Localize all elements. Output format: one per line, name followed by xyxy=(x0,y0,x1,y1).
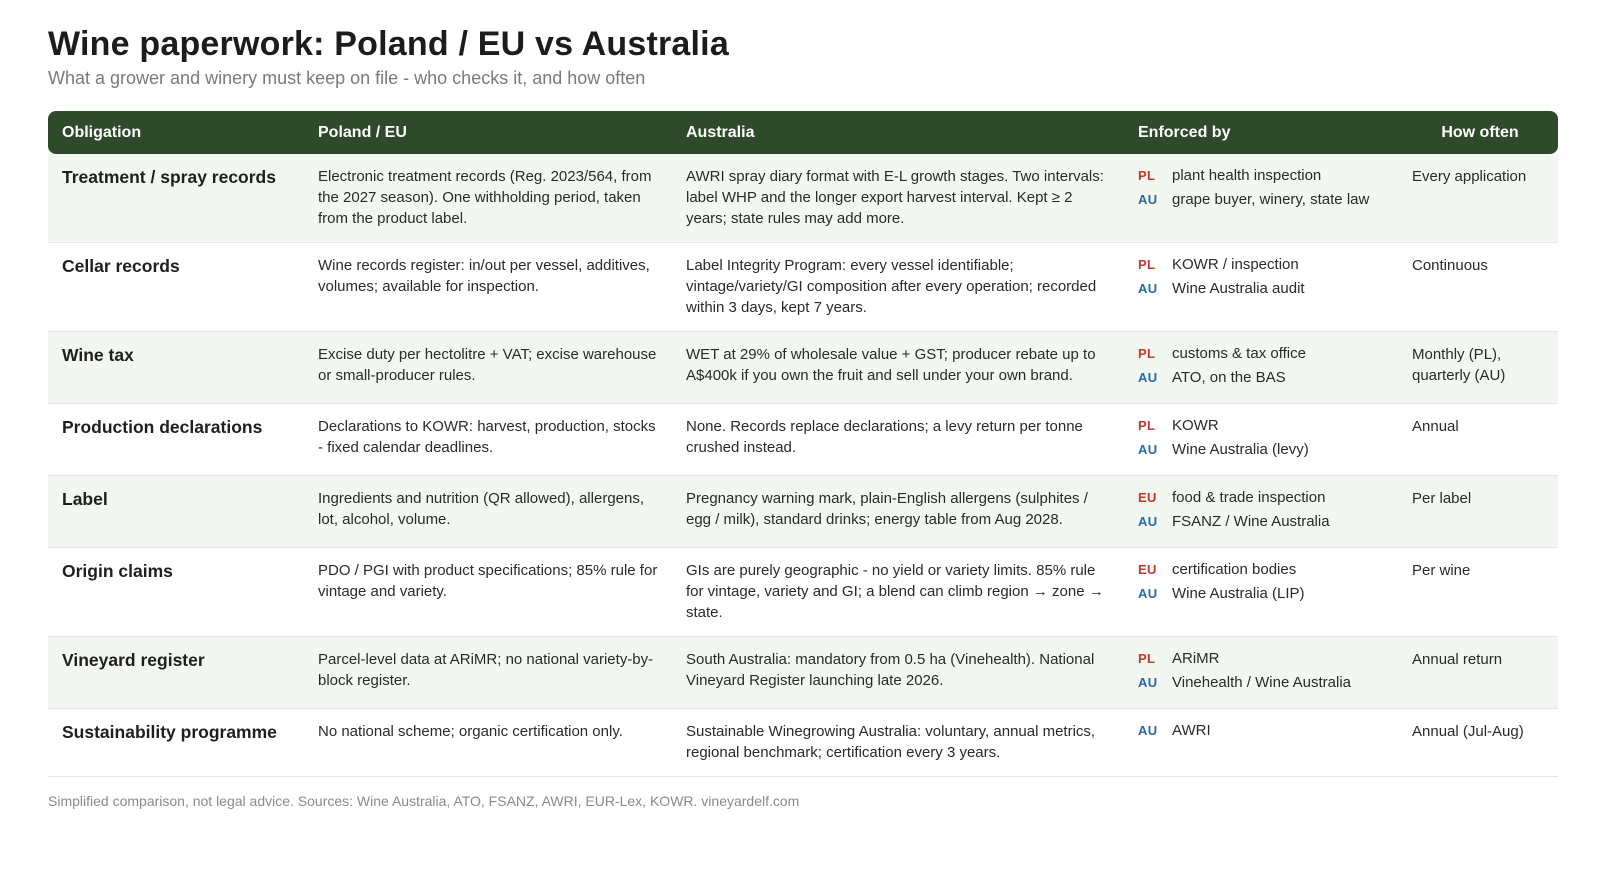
obligation-cell: Production declarations xyxy=(62,417,263,437)
jurisdiction-code: AU xyxy=(1138,675,1158,690)
australia-cell: GIs are purely geographic - no yield or variety limits. 85% rule for vintage, variety and GI; a blend can climb region → zone → state. xyxy=(686,562,1104,621)
poland-eu-cell: Ingredients and nutrition (QR allowed), allergens, lot, alcohol, volume. xyxy=(318,490,645,528)
enforced-by-cell xyxy=(1124,332,1402,404)
obligation-cell: Sustainability programme xyxy=(62,722,277,742)
page-subtitle: What a grower and winery must keep on file - who checks it, and how often xyxy=(48,68,646,88)
jurisdiction-code: EU xyxy=(1138,562,1157,577)
enforcer-line xyxy=(1138,342,1388,366)
footer-note: Simplified comparison, not legal advice. Sources: Wine Australia, ATO, FSANZ, AWRI, EUR-Lex, KOWR. vineyardelf.com xyxy=(48,793,800,809)
enforcer-name: food & trade inspection xyxy=(1172,489,1326,506)
jurisdiction-code: AU xyxy=(1138,192,1158,207)
jurisdiction-code: AU xyxy=(1138,514,1158,529)
poland-eu-cell: Electronic treatment records (Reg. 2023/564, from the 2027 season). One withholding period, taken from the product label. xyxy=(318,168,652,227)
enforcer-name: KOWR / inspection xyxy=(1172,256,1299,273)
jurisdiction-code: PL xyxy=(1138,418,1156,433)
how-often-cell: Annual xyxy=(1412,418,1459,435)
australia-cell: Sustainable Winegrowing Australia: voluntary, annual metrics, regional benchmark; certification every 3 years. xyxy=(686,723,1096,761)
jurisdiction-code: PL xyxy=(1138,651,1156,666)
how-often-cell: Annual (Jul-Aug) xyxy=(1412,723,1524,740)
obligation-cell: Origin claims xyxy=(62,561,173,581)
how-often-cell: Monthly (PL), quarterly (AU) xyxy=(1412,346,1506,384)
enforcer-line xyxy=(1138,647,1388,671)
obligation-cell: Label xyxy=(62,489,108,509)
table-header-row xyxy=(48,111,1558,154)
table-body xyxy=(48,154,1558,777)
jurisdiction-code: AU xyxy=(1138,281,1158,296)
enforcer-line xyxy=(1138,253,1388,277)
enforced-by-cell xyxy=(1124,404,1402,476)
enforcer-line xyxy=(1138,164,1388,188)
poland-eu-cell: Excise duty per hectolitre + VAT; excise warehouse or small-producer rules. xyxy=(318,346,657,384)
jurisdiction-code: AU xyxy=(1138,723,1158,738)
enforcer-name: plant health inspection xyxy=(1172,167,1322,184)
page xyxy=(48,22,1558,809)
table-row xyxy=(48,476,1558,548)
header-poland-eu: Poland / EU xyxy=(304,111,672,154)
enforcer-name: Vinehealth / Wine Australia xyxy=(1172,674,1351,691)
jurisdiction-code: EU xyxy=(1138,490,1157,505)
enforcer-name: Wine Australia (levy) xyxy=(1172,441,1309,458)
obligation-cell: Treatment / spray records xyxy=(62,167,276,187)
header-obligation: Obligation xyxy=(48,111,304,154)
table-row xyxy=(48,332,1558,404)
how-often-cell: Every application xyxy=(1412,168,1527,185)
table-row xyxy=(48,154,1558,243)
header-how-often: How often xyxy=(1402,111,1558,154)
australia-cell: South Australia: mandatory from 0.5 ha (Vinehealth). National Vineyard Register launching late 2026. xyxy=(686,651,1095,689)
enforced-by-cell xyxy=(1124,243,1402,332)
page-title: Wine paperwork: Poland / EU vs Australia xyxy=(48,25,729,63)
how-often-cell: Per label xyxy=(1412,490,1472,507)
enforced-by-cell xyxy=(1124,548,1402,637)
australia-cell: Pregnancy warning mark, plain-English allergens (sulphites / egg / milk), standard drinks; energy table from Aug 2028. xyxy=(686,490,1088,528)
table-row xyxy=(48,637,1558,709)
poland-eu-cell: Declarations to KOWR: harvest, production, stocks - fixed calendar deadlines. xyxy=(318,418,656,456)
poland-eu-cell: PDO / PGI with product specifications; 85% rule for vintage and variety. xyxy=(318,562,658,600)
australia-cell: Label Integrity Program: every vessel identifiable; vintage/variety/GI composition after every operation; recorded within 3 days, kept 7 years. xyxy=(686,257,1097,316)
enforcer-name: grape buyer, winery, state law xyxy=(1172,191,1370,208)
enforcer-name: Wine Australia audit xyxy=(1172,280,1305,297)
obligation-cell: Wine tax xyxy=(62,345,134,365)
enforcer-line xyxy=(1138,366,1388,390)
australia-cell: AWRI spray diary format with E-L growth stages. Two intervals: label WHP and the longer export harvest interval. Kept ≥ 2 years; state rules may add more. xyxy=(686,168,1104,227)
poland-eu-cell: Wine records register: in/out per vessel, additives, volumes; available for inspection. xyxy=(318,257,650,295)
table-row xyxy=(48,404,1558,476)
enforcer-line xyxy=(1138,671,1388,695)
enforced-by-cell xyxy=(1124,637,1402,709)
enforced-by-cell xyxy=(1124,476,1402,548)
enforcer-line xyxy=(1138,582,1388,606)
how-often-cell: Annual return xyxy=(1412,651,1503,668)
enforcer-line xyxy=(1138,510,1388,534)
enforcer-name: FSANZ / Wine Australia xyxy=(1172,513,1330,530)
enforcer-name: Wine Australia (LIP) xyxy=(1172,585,1305,602)
australia-cell: None. Records replace declarations; a levy return per tonne crushed instead. xyxy=(686,418,1083,456)
header-enforced-by: Enforced by xyxy=(1124,111,1402,154)
jurisdiction-code: PL xyxy=(1138,168,1156,183)
how-often-cell: Per wine xyxy=(1412,562,1471,579)
enforced-by-cell xyxy=(1124,154,1402,243)
enforcer-line xyxy=(1138,188,1388,212)
enforcer-line xyxy=(1138,558,1388,582)
enforcer-line xyxy=(1138,486,1388,510)
table-row xyxy=(48,709,1558,777)
enforcer-line xyxy=(1138,719,1388,743)
enforcer-name: certification bodies xyxy=(1172,561,1297,578)
how-often-cell: Continuous xyxy=(1412,257,1488,274)
header-australia: Australia xyxy=(672,111,1124,154)
poland-eu-cell: No national scheme; organic certification only. xyxy=(318,723,623,740)
enforcer-line xyxy=(1138,277,1388,301)
australia-cell: WET at 29% of wholesale value + GST; producer rebate up to A$400k if you own the fruit and sell under your own brand. xyxy=(686,346,1096,384)
jurisdiction-code: PL xyxy=(1138,257,1156,272)
table-row xyxy=(48,243,1558,332)
obligation-cell: Vineyard register xyxy=(62,650,205,670)
enforcer-name: customs & tax office xyxy=(1172,345,1306,362)
comparison-table xyxy=(48,111,1558,777)
table-row xyxy=(48,548,1558,637)
enforced-by-cell xyxy=(1124,709,1402,777)
jurisdiction-code: AU xyxy=(1138,370,1158,385)
poland-eu-cell: Parcel-level data at ARiMR; no national variety-by-block register. xyxy=(318,651,654,689)
enforcer-name: AWRI xyxy=(1172,722,1211,739)
jurisdiction-code: PL xyxy=(1138,346,1156,361)
enforcer-name: KOWR xyxy=(1172,417,1219,434)
jurisdiction-code: AU xyxy=(1138,586,1158,601)
enforcer-line xyxy=(1138,438,1388,462)
enforcer-name: ARiMR xyxy=(1172,650,1220,667)
obligation-cell: Cellar records xyxy=(62,256,180,276)
enforcer-line xyxy=(1138,414,1388,438)
enforcer-name: ATO, on the BAS xyxy=(1172,369,1286,386)
jurisdiction-code: AU xyxy=(1138,442,1158,457)
